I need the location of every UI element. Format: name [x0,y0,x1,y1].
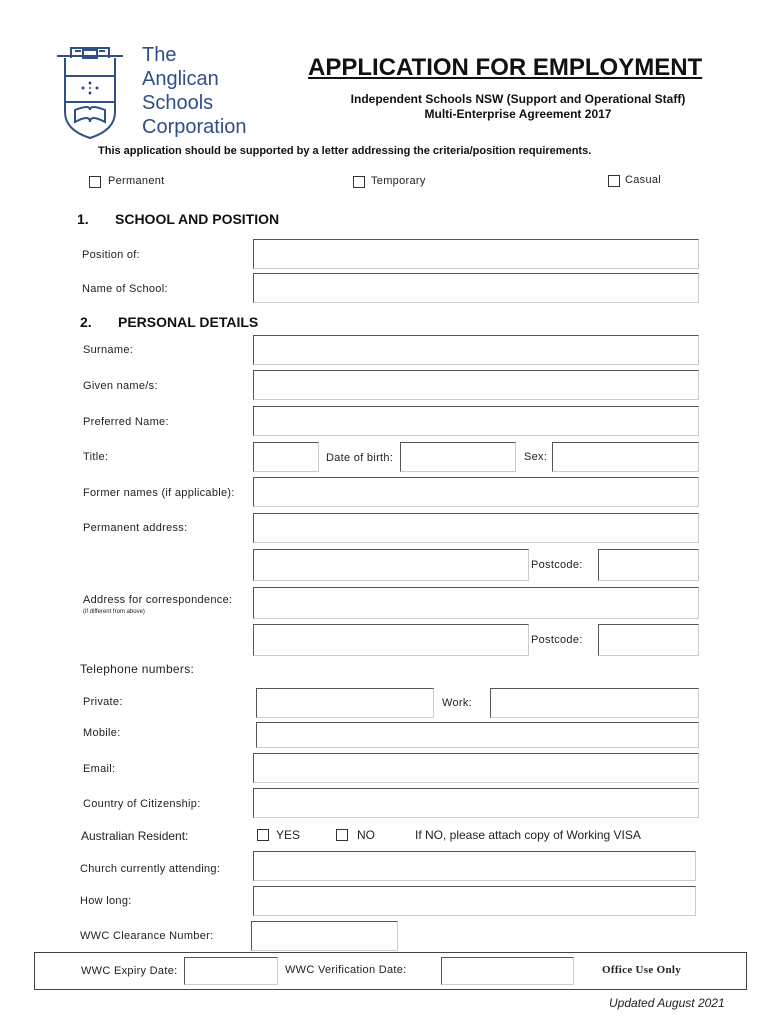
citizenship-label: Country of Citizenship: [83,798,201,810]
email-label: Email: [83,763,116,775]
former-names-field[interactable] [253,477,699,507]
crest-icon [55,42,125,140]
dob-label: Date of birth: [326,452,394,464]
position-of-label: Position of: [82,249,141,261]
subtitle-1: Independent Schools NSW (Support and Operational Staff) [350,92,686,106]
section-2-title: PERSONAL DETAILS [118,314,259,330]
mobile-label: Mobile: [83,727,121,739]
postcode-2-field[interactable] [598,624,699,656]
resident-yes-checkbox[interactable] [257,829,269,841]
given-names-field[interactable] [253,370,699,400]
logo [55,42,270,142]
postcode-2-label: Postcode: [531,634,583,646]
given-names-label: Given name/s: [83,380,158,392]
logo-line-3: Schools [142,92,214,114]
wwc-verification-field[interactable] [441,957,574,985]
correspondence-address-field-2[interactable] [253,624,529,656]
work-phone-field[interactable] [490,688,699,718]
mobile-field[interactable] [256,722,699,748]
logo-line-2: Anglican [142,68,219,90]
visa-note: If NO, please attach copy of Working VISA [415,828,641,842]
wwc-number-field[interactable] [251,921,398,951]
office-use-label: Office Use Only [602,964,682,976]
citizenship-field[interactable] [253,788,699,818]
resident-no-label: NO [357,828,375,842]
resident-no-checkbox[interactable] [336,829,348,841]
postcode-label: Postcode: [531,559,583,571]
private-phone-field[interactable] [256,688,434,718]
australian-resident-label: Australian Resident: [81,829,189,843]
how-long-field[interactable] [253,886,696,916]
section-1-number: 1. [77,211,89,227]
permanent-address-field-2[interactable] [253,549,529,581]
subtitle-2: Multi-Enterprise Agreement 2017 [424,107,612,121]
telephone-heading: Telephone numbers: [80,662,195,676]
work-phone-label: Work: [442,697,473,709]
dob-field[interactable] [400,442,516,472]
temporary-label: Temporary [371,175,426,187]
private-phone-label: Private: [83,696,123,708]
permanent-label: Permanent [108,175,165,187]
preferred-name-label: Preferred Name: [83,416,169,428]
logo-line-4: Corporation [142,116,247,138]
permanent-address-label: Permanent address: [83,522,188,534]
position-of-field[interactable] [253,239,699,269]
wwc-number-label: WWC Clearance Number: [80,930,214,942]
permanent-address-field-1[interactable] [253,513,699,543]
former-names-label: Former names (if applicable): [83,487,235,499]
title-field[interactable] [253,442,319,472]
resident-yes-label: YES [276,828,301,842]
section-2-number: 2. [80,314,92,330]
section-1-heading [77,211,279,227]
updated-date: Updated August 2021 [609,996,725,1010]
correspondence-address-label: Address for correspondence: [83,594,233,606]
sex-label: Sex: [524,451,548,463]
permanent-checkbox[interactable] [89,176,101,188]
section-2-heading [80,314,258,330]
surname-label: Surname: [83,344,134,356]
email-field[interactable] [253,753,699,783]
name-of-school-field[interactable] [253,273,699,303]
correspondence-note: (if different from above) [83,609,145,615]
casual-checkbox[interactable] [608,175,620,187]
title-label: Title: [83,451,109,463]
church-label: Church currently attending: [80,863,221,875]
logo-line-1: The [142,44,177,66]
wwc-expiry-label: WWC Expiry Date: [81,965,178,977]
sex-field[interactable] [552,442,699,472]
section-1-title: SCHOOL AND POSITION [115,211,280,227]
wwc-expiry-field[interactable] [184,957,278,985]
church-field[interactable] [253,851,696,881]
wwc-verification-label: WWC Verification Date: [285,964,407,976]
page-title: APPLICATION FOR EMPLOYMENT [308,54,703,81]
postcode-field[interactable] [598,549,699,581]
instruction-note: This application should be supported by a letter addressing the criteria/position requirements. [98,145,592,157]
casual-label: Casual [625,174,662,186]
surname-field[interactable] [253,335,699,365]
how-long-label: How long: [80,895,132,907]
correspondence-address-field-1[interactable] [253,587,699,619]
temporary-checkbox[interactable] [353,176,365,188]
name-of-school-label: Name of School: [82,283,168,295]
preferred-name-field[interactable] [253,406,699,436]
